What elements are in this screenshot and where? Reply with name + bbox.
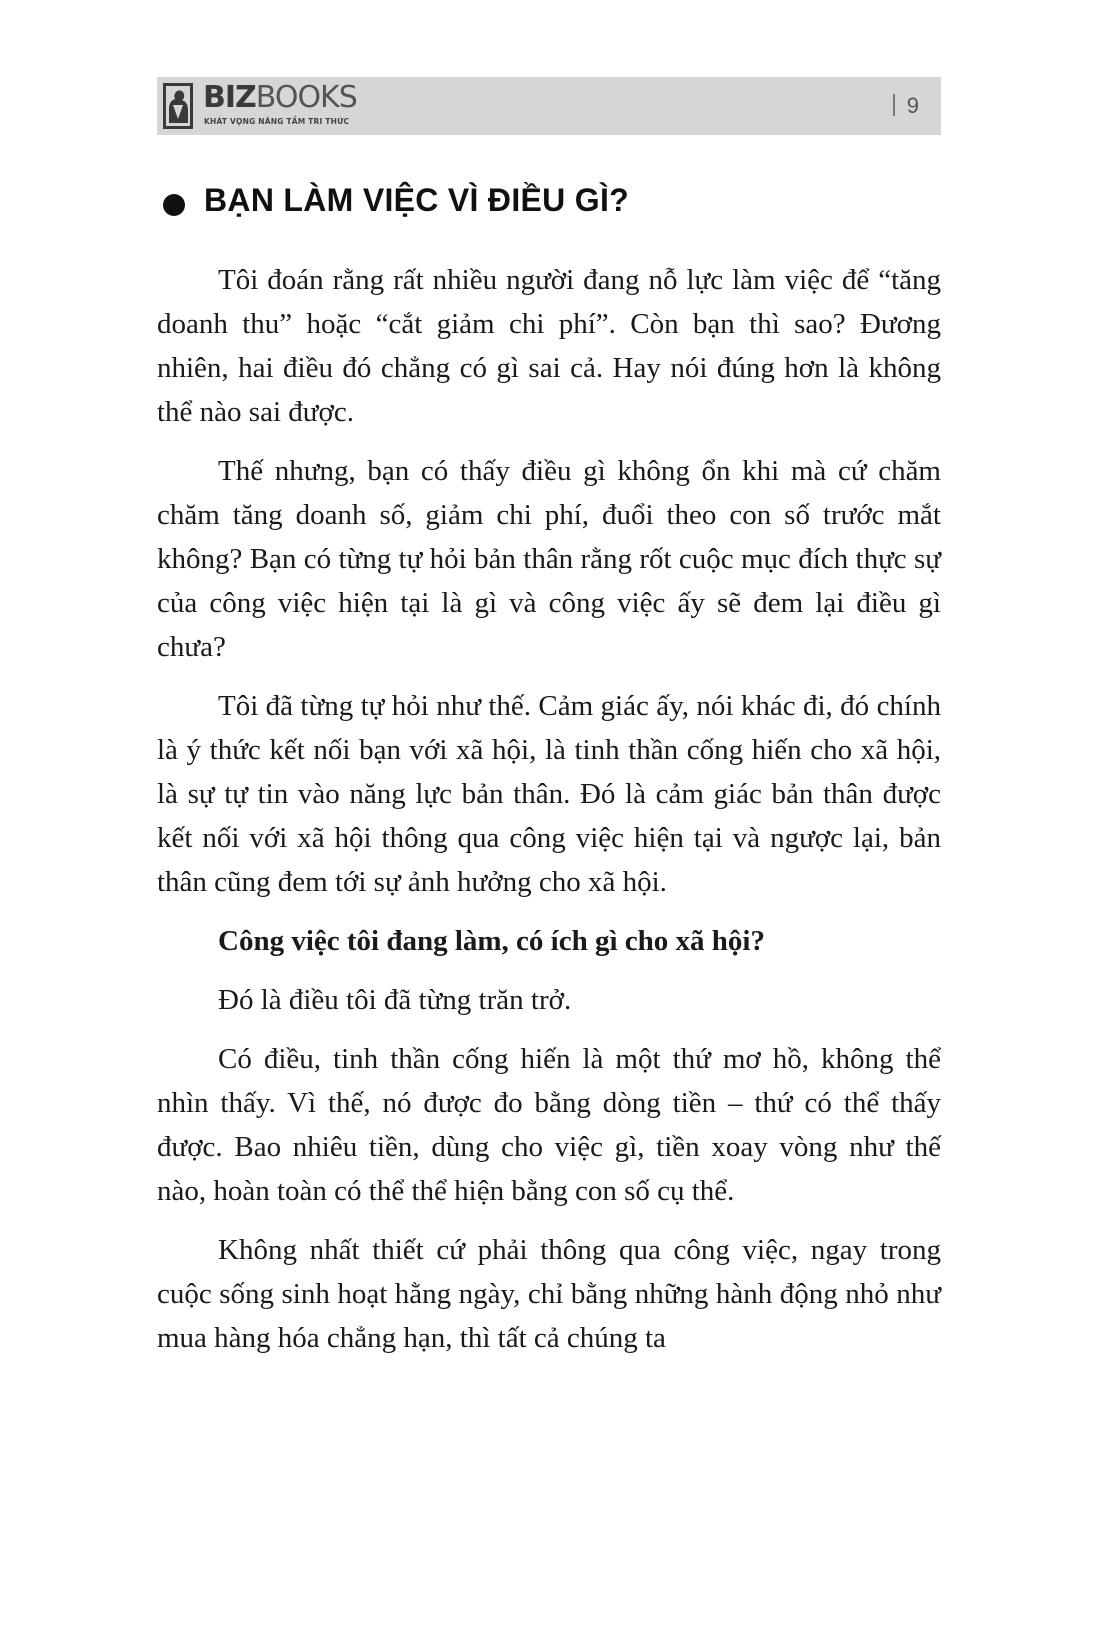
- page-header: [157, 77, 941, 135]
- paragraph: Không nhất thiết cứ phải thông qua công việc, ngay trong cuộc sống sinh hoạt hằng ngày, chỉ bằng những hành động nhỏ như mua hàng hóa chẳng hạn, thì tất cả chúng ta: [157, 1234, 941, 1354]
- section-title: BẠN LÀM VIỆC VÌ ĐIỀU GÌ?: [204, 182, 629, 218]
- brand-logo-text: [203, 81, 357, 115]
- page-number: [893, 93, 919, 119]
- brand-tagline: KHÁT VỌNG NÂNG TẦM TRI THỨC: [204, 117, 350, 126]
- paragraph: Có điều, tinh thần cống hiến là một thứ mơ hồ, không thể nhìn thấy. Vì thế, nó được đo bằng dòng tiền – thứ có thể thấy được. Bao nhiêu tiền, dùng cho việc gì, tiền xoay vòng như thế nào, hoàn toàn có thể thể hiện bằng con số cụ thể.: [157, 1043, 941, 1207]
- filled-circle-icon: [163, 194, 185, 216]
- bold-question: Công việc tôi đang làm, có ích gì cho xã hội?: [218, 925, 765, 957]
- paragraph: Đó là điều tôi đã từng trăn trở.: [218, 984, 572, 1016]
- paragraph: Tôi đã từng tự hỏi như thế. Cảm giác ấy, nói khác đi, đó chính là ý thức kết nối bạn với xã hội, là tinh thần cống hiến cho xã hội, là sự tự tin vào năng lực bản thân. Đó là cảm giác bản thân được kết nối với xã hội thông qua công việc hiện tại và ngược lại, bản thân cũng đem tới sự ảnh hưởng cho xã hội.: [157, 690, 941, 898]
- bizbooks-logo-icon: [163, 83, 193, 129]
- body-text: [157, 258, 941, 1375]
- page-number-value: 9: [906, 93, 919, 118]
- page-number-divider: [893, 94, 895, 116]
- paragraph: Thế nhưng, bạn có thấy điều gì không ổn khi mà cứ chăm chăm tăng doanh số, giảm chi phí, đuổi theo con số trước mắt không? Bạn có từng tự hỏi bản thân rằng rốt cuộc mục đích thực sự của công việc hiện tại là gì và công việc ấy sẽ đem lại điều gì chưa?: [157, 455, 941, 663]
- section-heading: [160, 178, 940, 228]
- brand-logo-bold: BIZ: [203, 80, 256, 115]
- paragraph: Tôi đoán rằng rất nhiều người đang nỗ lực làm việc để “tăng doanh thu” hoặc “cắt giảm chi phí”. Còn bạn thì sao? Đương nhiên, hai điều đó chẳng có gì sai cả. Hay nói đúng hơn là không thể nào sai được.: [157, 264, 941, 428]
- brand-logo-rest: BOOKS: [255, 80, 357, 115]
